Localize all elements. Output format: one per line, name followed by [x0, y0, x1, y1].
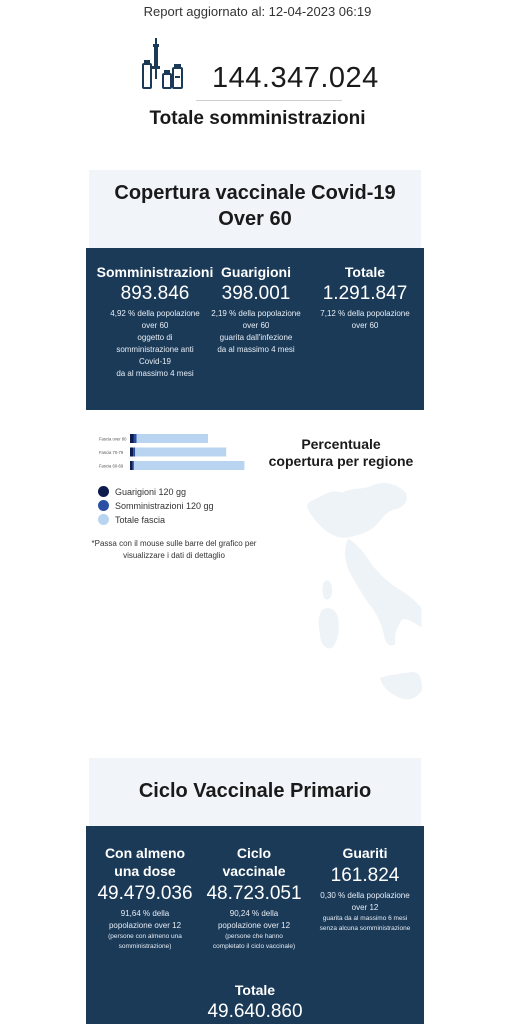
bar-category-label: Fascia 70-79	[99, 450, 124, 455]
bar-segment-0[interactable]	[130, 461, 133, 470]
bar-segment-1[interactable]	[133, 448, 135, 457]
col-value: 398.001	[221, 283, 291, 304]
legend-swatch	[98, 486, 109, 497]
col-title: Con almeno una dose	[104, 845, 186, 879]
col-description: 90,24 % della popolazione over 12 (persone che hanno completato il ciclo vaccinale)	[212, 909, 296, 950]
bar-segment-2[interactable]	[135, 448, 226, 457]
coverage-header	[89, 170, 421, 248]
total-administrations-value: 144.347.024	[212, 62, 379, 94]
map-centre-south[interactable]	[344, 538, 422, 646]
col-description: 4,92 % della popolazione over 60 oggetto di somministrazione anti Covid-19 da al massimo 4 mesi	[110, 309, 200, 378]
col-title: Somministrazioni	[96, 264, 214, 280]
coverage-panel	[86, 248, 424, 410]
report-updated-label: Report aggiornato al: 12-04-2023 06:19	[143, 4, 372, 19]
total-title: Totale	[234, 982, 276, 998]
coverage-col-total	[312, 264, 418, 332]
col-title: Guariti	[342, 845, 388, 861]
legend-item-administrations: Somministrazioni 120 gg	[98, 500, 214, 511]
coverage-col-recoveries	[206, 264, 306, 356]
col-value: 893.846	[120, 283, 190, 304]
total-administrations-label: Totale somministrazioni	[149, 108, 366, 129]
chart-hover-note: *Passa con il mouse sulle barre del grafico per visualizzare i dati di dettaglio	[91, 539, 257, 560]
legend-swatch	[98, 514, 109, 525]
bar-segment-1[interactable]	[134, 434, 137, 443]
primary-cycle-panel	[86, 826, 424, 1024]
map-sicily[interactable]	[380, 672, 422, 699]
coverage-title-line2: Over 60	[218, 208, 292, 230]
primary-col-recovered	[312, 844, 418, 934]
col-description: 0,30 % della popolazione over 12 guarita da al massimo 6 mesi senza alcuna somministrazione	[319, 891, 411, 932]
col-title: Ciclo vaccinale	[222, 845, 286, 879]
bar-segment-1[interactable]	[133, 461, 134, 470]
col-value: 49.479.036	[97, 883, 193, 904]
italy-region-map[interactable]	[298, 478, 422, 704]
bar-segment-0[interactable]	[130, 448, 133, 457]
region-coverage-title: Percentuale copertura per regione	[268, 436, 414, 469]
col-title: Totale	[344, 264, 386, 280]
col-value: 48.723.051	[206, 883, 302, 904]
bar-segment-2[interactable]	[134, 461, 245, 470]
bar-category-label: Fascia 60-69	[99, 463, 124, 469]
col-description: 7,12 % della popolazione over 60	[320, 309, 410, 330]
map-sardinia[interactable]	[319, 608, 339, 648]
col-value: 1.291.847	[322, 283, 408, 304]
col-description: 91,64 % della popolazione over 12 (persone con almeno una somministrazione)	[108, 909, 182, 950]
map-corsica[interactable]	[323, 580, 333, 599]
map-north[interactable]	[307, 482, 407, 538]
coverage-col-administrations	[92, 264, 218, 380]
primary-total	[86, 982, 424, 1023]
legend-item-total: Totale fascia	[98, 514, 214, 525]
primary-col-full-cycle	[202, 844, 306, 952]
col-value: 161.824	[330, 865, 400, 886]
col-title: Guarigioni	[221, 264, 291, 280]
legend-item-recoveries: Guarigioni 120 gg	[98, 486, 214, 497]
legend-swatch	[98, 500, 109, 511]
primary-col-first-dose	[94, 844, 196, 952]
vaccine-vials-icon	[140, 36, 184, 92]
total-value: 49.640.860	[207, 1001, 303, 1022]
col-description: 2,19 % della popolazione over 60 guarita dall'infezione da al massimo 4 mesi	[211, 309, 301, 354]
bar-category-label: Fascia over 80	[99, 436, 127, 442]
chart-legend	[98, 486, 214, 528]
bar-segment-2[interactable]	[137, 434, 209, 443]
divider	[196, 100, 342, 101]
primary-cycle-title: Ciclo Vaccinale Primario	[138, 780, 372, 802]
primary-cycle-header	[89, 758, 421, 826]
age-band-bar-chart	[96, 430, 266, 480]
coverage-title-line1: Copertura vaccinale Covid-19	[114, 182, 396, 204]
bar-segment-0[interactable]	[130, 434, 134, 443]
